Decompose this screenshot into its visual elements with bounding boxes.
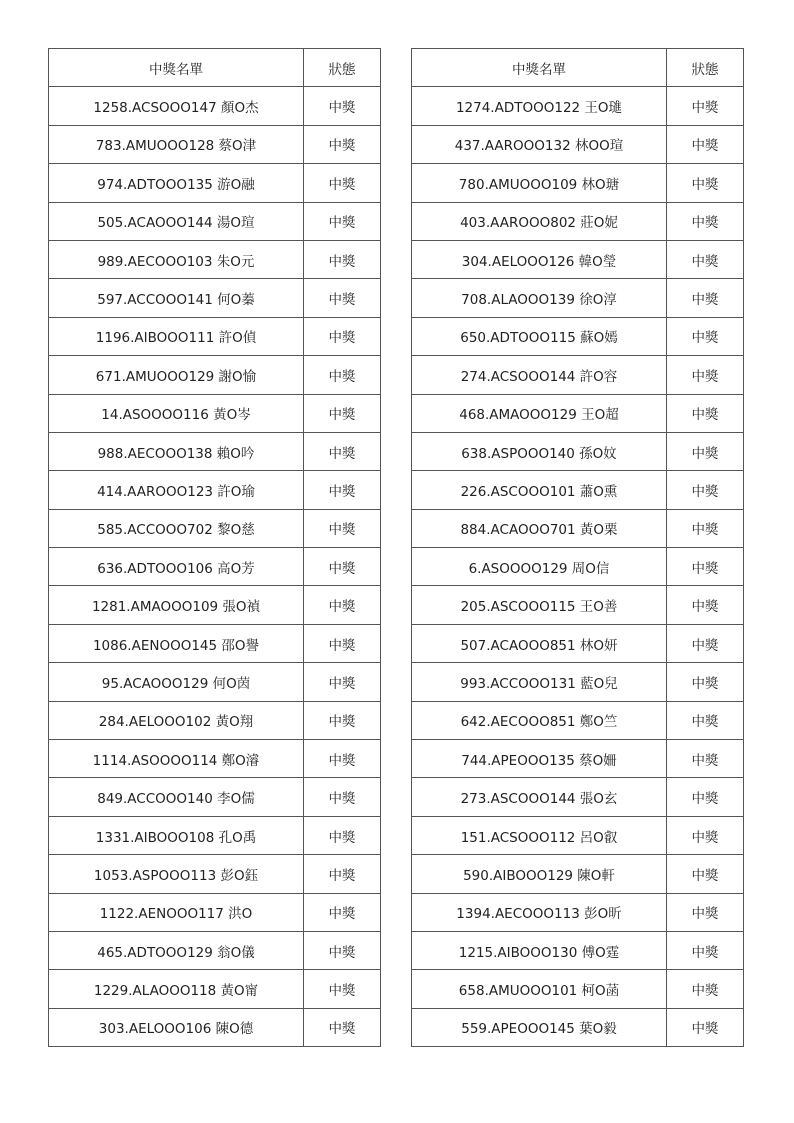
winner-name-cell: 642.AECOOO851 鄭O竺 (412, 701, 667, 739)
status-cell: 中獎 (304, 778, 381, 816)
status-cell: 中獎 (304, 931, 381, 969)
winner-name-cell: 559.APEOOO145 葉O毅 (412, 1008, 667, 1046)
winner-name-cell: 303.AELOOO106 陳O德 (49, 1008, 304, 1046)
winner-name-cell: 437.AAROOO132 林OO瑄 (412, 125, 667, 163)
status-cell: 中獎 (304, 701, 381, 739)
status-cell: 中獎 (667, 356, 744, 394)
winner-name-cell: 744.APEOOO135 蔡O姍 (412, 740, 667, 778)
status-cell: 中獎 (304, 624, 381, 662)
table-row (49, 701, 381, 739)
header-status: 狀態 (304, 49, 381, 87)
table-row (412, 970, 744, 1008)
table-row (412, 87, 744, 125)
winner-name-cell: 304.AELOOO126 韓O瑩 (412, 240, 667, 278)
table-row (49, 970, 381, 1008)
status-cell: 中獎 (667, 970, 744, 1008)
winner-name-cell: 465.ADTOOO129 翁O儀 (49, 931, 304, 969)
table-row (412, 164, 744, 202)
status-cell: 中獎 (304, 240, 381, 278)
table-row (49, 1008, 381, 1046)
winner-name-cell: 1331.AIBOOO108 孔O禹 (49, 816, 304, 854)
status-cell: 中獎 (304, 663, 381, 701)
status-cell: 中獎 (304, 125, 381, 163)
winner-name-cell: 507.ACAOOO851 林O妍 (412, 624, 667, 662)
winner-name-cell: 1229.ALAOOO118 黃O甯 (49, 970, 304, 1008)
status-cell: 中獎 (667, 855, 744, 893)
table-row (412, 624, 744, 662)
winner-name-cell: 671.AMUOOO129 謝O愉 (49, 356, 304, 394)
table-row (49, 432, 381, 470)
status-cell: 中獎 (304, 279, 381, 317)
status-cell: 中獎 (304, 970, 381, 1008)
winner-name-cell: 780.AMUOOO109 林O瑭 (412, 164, 667, 202)
table-row (49, 87, 381, 125)
winner-name-cell: 988.AECOOO138 賴O吟 (49, 432, 304, 470)
winner-name-cell: 1281.AMAOOO109 張O禎 (49, 586, 304, 624)
winner-name-cell: 590.AIBOOO129 陳O軒 (412, 855, 667, 893)
status-cell: 中獎 (667, 548, 744, 586)
status-cell: 中獎 (304, 317, 381, 355)
winner-name-cell: 468.AMAOOO129 王O超 (412, 394, 667, 432)
table-row (49, 740, 381, 778)
winner-name-cell: 6.ASOOOO129 周O信 (412, 548, 667, 586)
status-cell: 中獎 (304, 471, 381, 509)
table-row (49, 816, 381, 854)
table-row (49, 202, 381, 240)
winner-name-cell: 650.ADTOOO115 蘇O嫣 (412, 317, 667, 355)
winner-name-cell: 989.AECOOO103 朱O元 (49, 240, 304, 278)
winner-name-cell: 974.ADTOOO135 游O融 (49, 164, 304, 202)
winner-name-cell: 849.ACCOOO140 李O儒 (49, 778, 304, 816)
table-header-row (412, 49, 744, 87)
winner-name-cell: 585.ACCOOO702 黎O慈 (49, 509, 304, 547)
status-cell: 中獎 (304, 432, 381, 470)
winner-name-cell: 414.AAROOO123 許O瑜 (49, 471, 304, 509)
winner-name-cell: 1196.AIBOOO111 許O偵 (49, 317, 304, 355)
winner-name-cell: 1274.ADTOOO122 王O璡 (412, 87, 667, 125)
table-row (412, 394, 744, 432)
table-row (49, 509, 381, 547)
header-winner-list: 中獎名單 (49, 49, 304, 87)
winner-name-cell: 1122.AENOOO117 洪O (49, 893, 304, 931)
status-cell: 中獎 (304, 164, 381, 202)
winner-name-cell: 658.AMUOOO101 柯O菡 (412, 970, 667, 1008)
table-row (49, 931, 381, 969)
status-cell: 中獎 (667, 394, 744, 432)
status-cell: 中獎 (304, 548, 381, 586)
table-row (49, 164, 381, 202)
table-row (412, 548, 744, 586)
status-cell: 中獎 (667, 87, 744, 125)
winner-name-cell: 95.ACAOOO129 何O茵 (49, 663, 304, 701)
status-cell: 中獎 (304, 356, 381, 394)
table-row (412, 317, 744, 355)
table-row (49, 394, 381, 432)
winner-name-cell: 1086.AENOOO145 邵O譽 (49, 624, 304, 662)
winner-name-cell: 783.AMUOOO128 蔡O津 (49, 125, 304, 163)
table-header-row (49, 49, 381, 87)
winner-name-cell: 1114.ASOOOO114 鄭O濬 (49, 740, 304, 778)
status-cell: 中獎 (667, 125, 744, 163)
status-cell: 中獎 (667, 1008, 744, 1046)
header-status: 狀態 (667, 49, 744, 87)
status-cell: 中獎 (667, 279, 744, 317)
winner-name-cell: 1053.ASPOOO113 彭O鈺 (49, 855, 304, 893)
table-row (412, 816, 744, 854)
status-cell: 中獎 (667, 586, 744, 624)
table-row (412, 1008, 744, 1046)
table-row (412, 893, 744, 931)
table-row (412, 855, 744, 893)
winner-name-cell: 284.AELOOO102 黃O翔 (49, 701, 304, 739)
table-row (49, 548, 381, 586)
table-row (412, 586, 744, 624)
table-row (412, 202, 744, 240)
header-winner-list: 中獎名單 (412, 49, 667, 87)
table-row (49, 855, 381, 893)
table-row (412, 778, 744, 816)
status-cell: 中獎 (667, 624, 744, 662)
status-cell: 中獎 (304, 1008, 381, 1046)
table-row (49, 279, 381, 317)
table-row (49, 663, 381, 701)
winner-name-cell: 1394.AECOOO113 彭O昕 (412, 893, 667, 931)
table-row (49, 893, 381, 931)
status-cell: 中獎 (304, 586, 381, 624)
table-row (412, 931, 744, 969)
winner-name-cell: 505.ACAOOO144 湯O瑄 (49, 202, 304, 240)
table-row (49, 624, 381, 662)
winner-name-cell: 273.ASCOOO144 張O玄 (412, 778, 667, 816)
status-cell: 中獎 (667, 778, 744, 816)
status-cell: 中獎 (667, 432, 744, 470)
table-row (412, 740, 744, 778)
status-cell: 中獎 (304, 816, 381, 854)
table-row (412, 471, 744, 509)
status-cell: 中獎 (667, 164, 744, 202)
status-cell: 中獎 (304, 740, 381, 778)
table-row (412, 432, 744, 470)
winner-name-cell: 1215.AIBOOO130 傅O霆 (412, 931, 667, 969)
winner-name-cell: 884.ACAOOO701 黃O栗 (412, 509, 667, 547)
status-cell: 中獎 (667, 317, 744, 355)
winner-name-cell: 638.ASPOOO140 孫O妏 (412, 432, 667, 470)
status-cell: 中獎 (304, 202, 381, 240)
table-row (49, 317, 381, 355)
winner-name-cell: 226.ASCOOO101 蕭O熏 (412, 471, 667, 509)
status-cell: 中獎 (304, 394, 381, 432)
winner-name-cell: 636.ADTOOO106 高O芳 (49, 548, 304, 586)
status-cell: 中獎 (667, 509, 744, 547)
table-row (49, 778, 381, 816)
winner-name-cell: 274.ACSOOO144 許O容 (412, 356, 667, 394)
table-row (412, 663, 744, 701)
table-row (412, 356, 744, 394)
winner-name-cell: 14.ASOOOO116 黃O岑 (49, 394, 304, 432)
status-cell: 中獎 (304, 893, 381, 931)
status-cell: 中獎 (667, 471, 744, 509)
table-row (49, 471, 381, 509)
table-row (412, 509, 744, 547)
table-row (49, 240, 381, 278)
winner-name-cell: 151.ACSOOO112 呂O叡 (412, 816, 667, 854)
status-cell: 中獎 (667, 816, 744, 854)
table-row (412, 240, 744, 278)
status-cell: 中獎 (667, 202, 744, 240)
status-cell: 中獎 (667, 663, 744, 701)
status-cell: 中獎 (667, 740, 744, 778)
table-row (49, 586, 381, 624)
table-row (49, 125, 381, 163)
winner-name-cell: 597.ACCOOO141 何O蓁 (49, 279, 304, 317)
status-cell: 中獎 (667, 893, 744, 931)
winner-table-left (48, 48, 381, 1047)
table-row (412, 701, 744, 739)
status-cell: 中獎 (667, 931, 744, 969)
table-row (412, 125, 744, 163)
winner-name-cell: 205.ASCOOO115 王O善 (412, 586, 667, 624)
winner-name-cell: 993.ACCOOO131 藍O兒 (412, 663, 667, 701)
status-cell: 中獎 (304, 509, 381, 547)
status-cell: 中獎 (667, 240, 744, 278)
table-row (412, 279, 744, 317)
winner-name-cell: 1258.ACSOOO147 顏O杰 (49, 87, 304, 125)
winner-name-cell: 708.ALAOOO139 徐O淳 (412, 279, 667, 317)
status-cell: 中獎 (304, 855, 381, 893)
table-row (49, 356, 381, 394)
status-cell: 中獎 (304, 87, 381, 125)
winner-table-right (411, 48, 744, 1047)
winner-name-cell: 403.AAROOO802 莊O妮 (412, 202, 667, 240)
status-cell: 中獎 (667, 701, 744, 739)
